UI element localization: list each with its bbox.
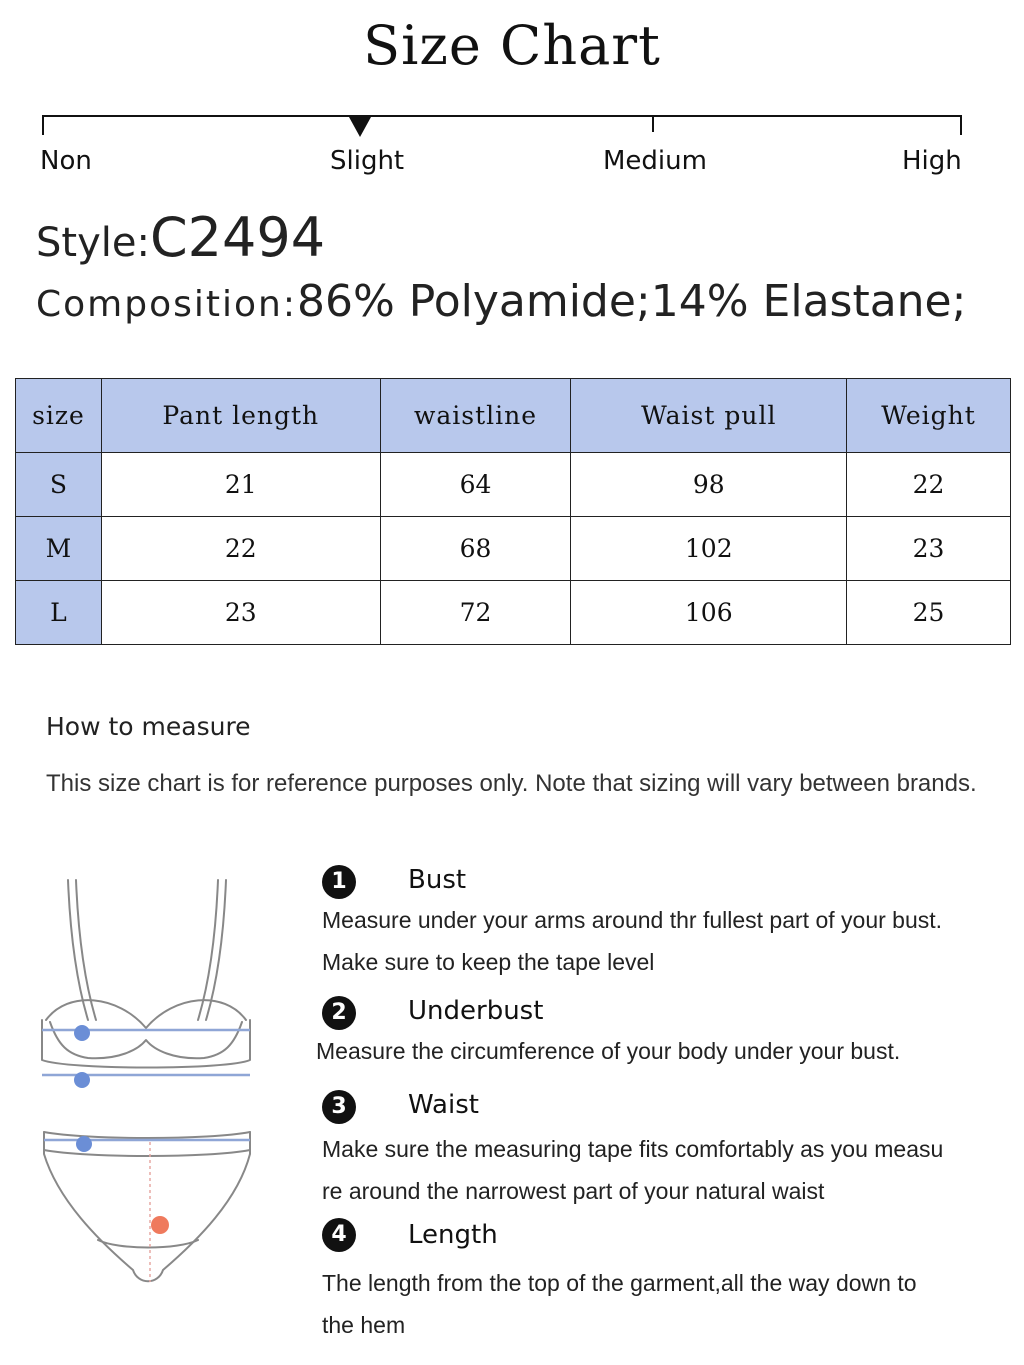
weight-cell: 23 — [847, 517, 1011, 581]
stretch-selected-marker — [349, 117, 371, 137]
table-row — [16, 517, 1011, 581]
measure-item-text: Measure under your arms around thr fullest part of your bust. — [322, 907, 943, 933]
measure-item-title: Waist — [408, 1090, 479, 1120]
stretch-level-slight: Slight — [330, 146, 405, 176]
stretch-scale-line — [42, 115, 962, 117]
pant-length-cell: 23 — [101, 581, 380, 645]
waistline-cell: 68 — [380, 517, 571, 581]
measure-item-title: Bust — [408, 865, 467, 895]
how-to-measure-title: How to measure — [46, 712, 251, 741]
stretch-tick-medium — [652, 115, 654, 132]
style-value: C2494 — [149, 206, 326, 269]
stretch-level-non: Non — [40, 146, 92, 176]
measure-item-text: re around the narrowest part of your natural waist — [322, 1178, 825, 1204]
measure-item-text: Measure the circumference of your body under your bust. — [316, 1038, 901, 1064]
measure-item-text: Make sure the measuring tape fits comfortably as you measu — [322, 1136, 944, 1162]
number-4-icon: 4 — [322, 1218, 356, 1252]
page-title: Size Chart — [363, 14, 661, 77]
waist-pull-cell: 106 — [571, 581, 847, 645]
composition-info — [36, 276, 966, 327]
measure-item-title: Length — [408, 1220, 498, 1250]
composition-value: 86% Polyamide;14% Elastane; — [296, 276, 967, 327]
size-table-header — [16, 379, 1011, 453]
how-to-measure-note: This size chart is for reference purposes only. Note that sizing will vary between brands. — [46, 770, 977, 797]
weight-cell: 25 — [847, 581, 1011, 645]
pant-length-cell: 21 — [101, 453, 380, 517]
number-3-icon: 3 — [322, 1090, 356, 1124]
size-cell: S — [16, 453, 102, 517]
waist-pull-cell: 98 — [571, 453, 847, 517]
table-row — [16, 453, 1011, 517]
waist-pull-cell: 102 — [571, 517, 847, 581]
measure-item-title: Underbust — [408, 996, 544, 1026]
header-weight: Weight — [847, 379, 1011, 453]
weight-cell: 22 — [847, 453, 1011, 517]
measurement-marker-4 — [151, 1216, 169, 1234]
number-2-icon: 2 — [322, 996, 356, 1030]
table-row — [16, 581, 1011, 645]
size-cell: L — [16, 581, 102, 645]
number-1-icon: 1 — [322, 865, 356, 899]
pant-length-cell: 22 — [101, 517, 380, 581]
size-table — [15, 378, 1011, 645]
stretch-level-high: High — [902, 146, 962, 176]
style-label: Style: — [36, 220, 150, 266]
stretch-tick-non — [42, 115, 44, 135]
header-pant-length: Pant length — [101, 379, 380, 453]
measurement-marker-2 — [74, 1072, 90, 1088]
measure-item-text: The length from the top of the garment,all the way down to — [322, 1270, 917, 1296]
header-waistline: waistline — [380, 379, 571, 453]
composition-label: Composition: — [36, 284, 297, 325]
stretch-level-medium: Medium — [603, 146, 707, 176]
style-info — [36, 206, 325, 269]
stretch-tick-high — [960, 115, 962, 135]
waistline-cell: 72 — [380, 581, 571, 645]
size-cell: M — [16, 517, 102, 581]
measurement-marker-1 — [74, 1025, 90, 1041]
header-size: size — [16, 379, 102, 453]
measure-item-text: Make sure to keep the tape level — [322, 949, 655, 975]
waistline-cell: 64 — [380, 453, 571, 517]
header-waist-pull: Waist pull — [571, 379, 847, 453]
measurement-marker-3 — [76, 1136, 92, 1152]
bikini-measurement-illustration — [28, 870, 268, 1320]
measure-item-text: the hem — [322, 1312, 406, 1338]
